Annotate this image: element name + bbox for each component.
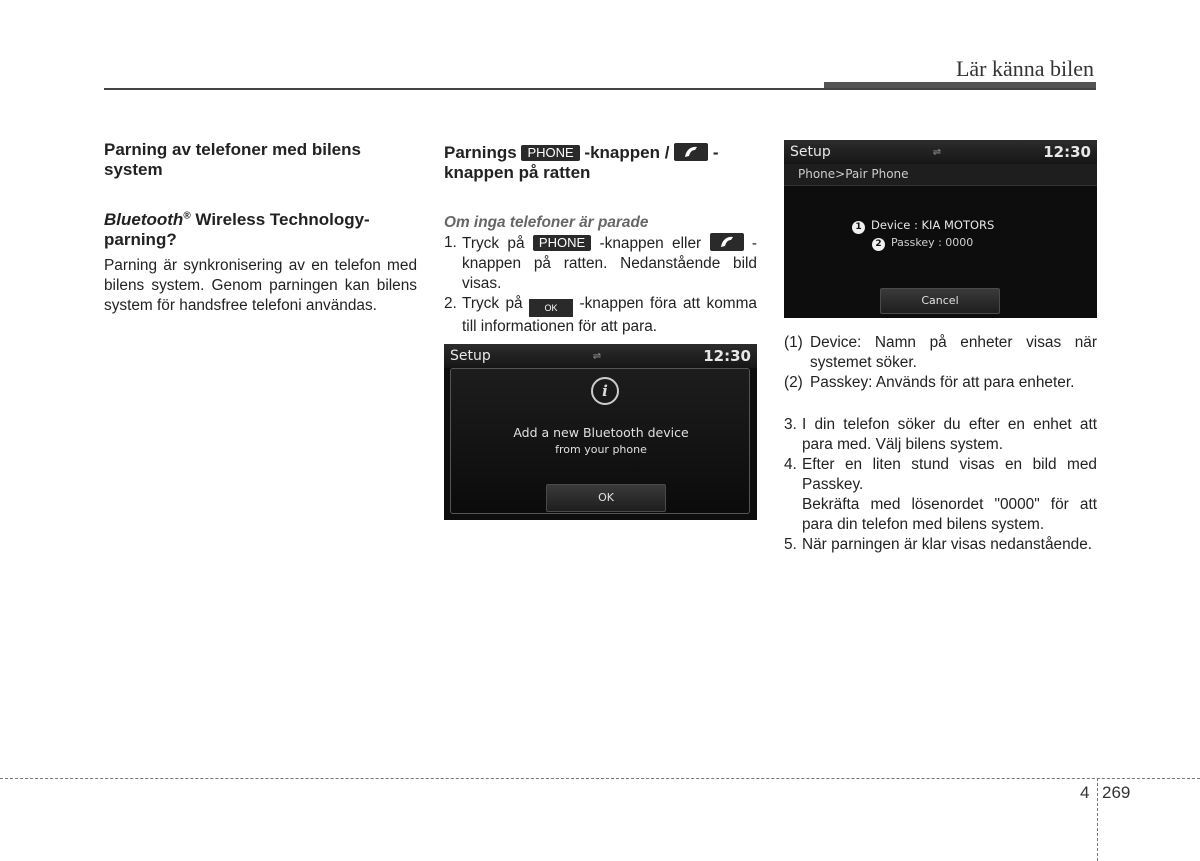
pairing-heading-mid: -knappen / (579, 143, 675, 162)
no-phones-subheading: Om inga telefoner är parade (444, 214, 649, 231)
info-icon: i (591, 377, 619, 405)
step-2-post: -knappen föra att komma till informationen för att para. (462, 295, 757, 335)
usb-icon: ⇌ (592, 350, 602, 362)
step-3-text: I din telefon söker du efter en enhet att para med. Välj bilens system. (802, 416, 1097, 453)
step-1-text (462, 233, 757, 294)
screen-title: Setup (450, 348, 491, 364)
step-1-mid: -knappen eller (591, 235, 710, 252)
registered-mark: ® (183, 210, 191, 222)
phone-key-icon: PHONE (533, 235, 591, 251)
bluetooth-brand: Bluetooth (104, 210, 184, 229)
screen-title: Setup (790, 144, 831, 160)
step-4 (784, 455, 1097, 535)
column-1 (104, 140, 417, 316)
step-1-post: -knappen på ratten. Nedanstående bild visas. (462, 235, 758, 292)
step-4-text (802, 455, 1097, 535)
step-3-number: 3. (784, 416, 797, 433)
intro-paragraph: Parning är synkronisering av en telefon med bilens system. Genom parningen kan bilens system för handsfree telefoni användas. (104, 257, 417, 314)
page-number: 269 (1102, 783, 1131, 802)
phone-handset-icon (674, 143, 708, 161)
footer-divider (1097, 778, 1098, 861)
callout-badge-1: 1 (852, 221, 865, 234)
step-4-confirm: Bekräfta med lösenordet "0000" för att para din telefon med bilens system. (802, 496, 1097, 533)
pairing-heading-pre: Parnings (444, 143, 522, 162)
step-1 (444, 233, 757, 294)
dialog-panel (450, 368, 750, 514)
ok-button[interactable]: OK (546, 484, 666, 512)
usb-icon: ⇌ (932, 146, 942, 158)
step-3 (784, 415, 1097, 455)
step-2 (444, 294, 757, 337)
setup-screen-add-device (444, 344, 757, 520)
cancel-button[interactable]: Cancel (880, 288, 1000, 314)
passkey-line (872, 236, 973, 251)
breadcrumb: Phone>Pair Phone (784, 164, 1097, 186)
definition-2-number: (2) (784, 374, 803, 391)
definition-1-number: (1) (784, 334, 803, 351)
header-rule (104, 88, 1096, 90)
pairing-heading-post: -knappen på ratten (444, 143, 719, 182)
step-4-number: 4. (784, 456, 797, 473)
ok-key-icon: OK (529, 299, 573, 317)
footer-rule (0, 778, 1200, 779)
step-5-text: När parningen är klar visas nedanstående. (802, 536, 1093, 553)
subsection-heading (104, 210, 417, 250)
phone-key-icon: PHONE (521, 145, 579, 161)
callout-badge-2: 2 (872, 238, 885, 251)
screen-clock: 12:30 (703, 347, 751, 365)
device-name-line (852, 218, 994, 234)
screen-clock: 12:30 (1043, 143, 1091, 161)
definition-1-text: Device: Namn på enheter visas när systemet söker. (810, 334, 1097, 371)
device-name: Device : KIA MOTORS (871, 218, 995, 232)
dialog-message-line2: from your phone (555, 443, 647, 456)
dialog-message-line1: Add a new Bluetooth device (513, 425, 689, 440)
column-2 (444, 140, 757, 337)
screen-status-bar (444, 344, 757, 368)
column-3 (784, 333, 1097, 555)
passkey: Passkey : 0000 (891, 236, 974, 249)
chapter-number: 4 (1080, 783, 1090, 802)
definition-2-text: Passkey: Används för att para enheter. (810, 374, 1075, 391)
step-5 (784, 535, 1097, 555)
definition-2 (784, 373, 1097, 393)
phone-handset-icon (710, 233, 744, 251)
pairing-heading (444, 143, 757, 183)
step-5-number: 5. (784, 536, 797, 553)
step-2-pre: Tryck på (462, 295, 530, 312)
step-2-number: 2. (444, 295, 457, 312)
setup-screen-pair-phone (784, 140, 1097, 318)
page-section-title: Lär känna bilen (955, 56, 1094, 81)
step-4-line: Efter en liten stund visas en bild med Passkey. (802, 456, 1097, 493)
step-1-number: 1. (444, 234, 457, 251)
definition-1 (784, 333, 1097, 373)
step-1-pre: Tryck på (462, 235, 533, 252)
screen-status-bar (784, 140, 1097, 164)
subsection-heading-rest: Wireless Technology-parning? (104, 210, 370, 249)
step-2-text (462, 294, 757, 337)
section-heading: Parning av telefoner med bilens system (104, 140, 361, 179)
